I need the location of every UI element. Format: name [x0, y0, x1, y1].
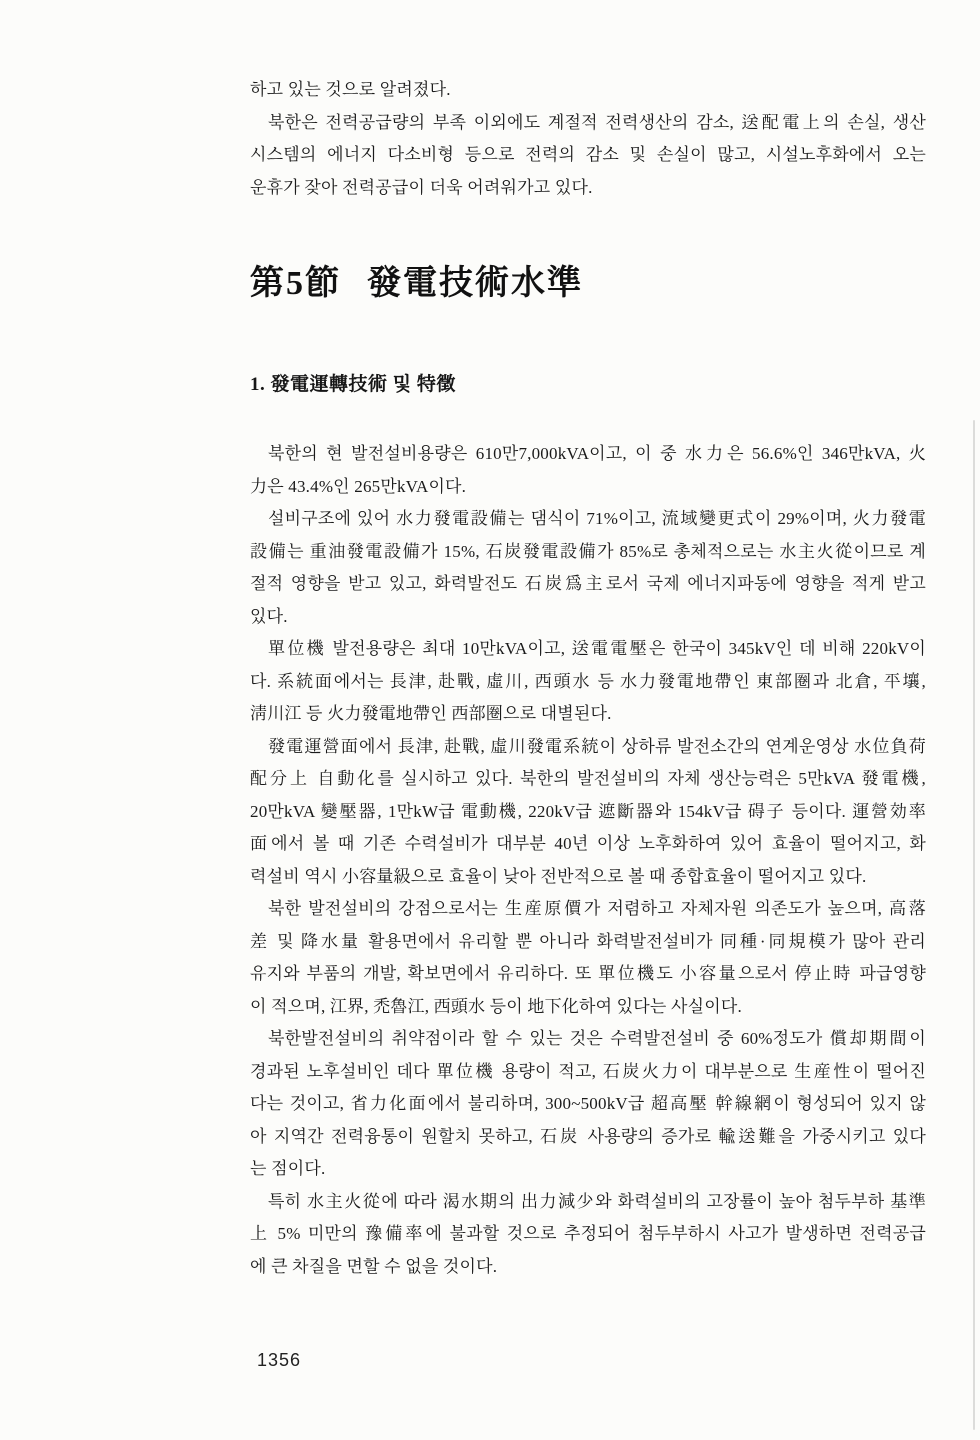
text-line: 절적 영향을 받고 있고, 화력발전도 石炭爲主로서 국제 에너지파동에 영향을 적게 받고 — [250, 574, 926, 593]
scan-edge-line — [973, 420, 975, 1430]
page-number: 1356 — [257, 1350, 302, 1370]
subsection-heading: 1. 發電運轉技術 및 特徵 — [250, 374, 456, 395]
intro-paragraphs — [250, 74, 926, 204]
section-number: 第5節 — [250, 265, 341, 302]
text-line: 上 5% 미만의 豫備率에 불과할 것으로 추정되어 첨두부하시 사고가 발생하면 전력공급 — [250, 1224, 926, 1243]
text-line: 配分上 自動化를 실시하고 있다. 북한의 발전설비의 자체 생산능력은 5만kVA 發電機, — [250, 769, 926, 788]
text-line: 다. 系統面에서는 長津, 赴戰, 虛川, 西頭水 등 水力發電地帶인 東部圈과 北倉, 平壤, — [250, 671, 926, 691]
text-line: 북한발전설비의 취약점이라 할 수 있는 것은 수력발전설비 중 60%정도가 償却期間이 — [268, 1029, 926, 1048]
text-line: 북한 발전설비의 강점으로서는 生産原價가 저렴하고 자체자원 의존도가 높으며, 高落 — [268, 899, 926, 918]
text-line: 운휴가 잦아 전력공급이 더욱 어려워가고 있다. — [250, 177, 593, 197]
section-title: 發電技術水準 — [367, 265, 583, 302]
text-line: 設備는 重油發電設備가 15%, 石炭發電設備가 85%로 총체적으로는 水主火從이므로 계 — [250, 541, 926, 561]
text-line: 아 지역간 전력융통이 원할치 못하고, 石炭 사용량의 증가로 輸送難을 가중시키고 있다 — [250, 1126, 926, 1146]
text-line: 差 및 降水量 활용면에서 유리할 뿐 아니라 화력발전설비가 同種·同規模가 많아 관리 — [250, 931, 926, 951]
text-line: 20만kVA 變壓器, 1만kW급 電動機, 220kV급 遮斷器와 154kV급 碍子 등이다. 運營効率 — [250, 801, 926, 821]
section-heading — [250, 262, 583, 306]
text-line: 하고 있는 것으로 알려졌다. — [250, 80, 451, 99]
text-line: 설비구조에 있어 水力發電設備는 댐식이 71%이고, 流域變更式이 29%이며, 火力發電 — [268, 509, 926, 528]
text-line: 다는 것이고, 省力化面에서 불리하며, 300~500kV급 超高壓 幹線網이 형성되어 있지 않 — [250, 1094, 926, 1113]
text-line: 이 적으며, 江界, 禿魯江, 西頭水 등이 地下化하여 있다는 사실이다. — [250, 996, 742, 1016]
text-line: 력설비 역시 小容量級으로 효율이 낮아 전반적으로 볼 때 종합효율이 떨어지고 있다. — [250, 866, 867, 886]
text-line: 는 점이다. — [250, 1159, 326, 1178]
text-line: 面에서 볼 때 기존 수력설비가 대부분 40년 이상 노후화하여 있어 효율이 떨어지고, 화 — [250, 834, 926, 853]
body-paragraphs — [250, 438, 926, 1283]
text-line: 북한은 전력공급량의 부족 이외에도 계절적 전력생산의 감소, 送配電上의 손실, 생산 — [268, 112, 926, 132]
text-line: 力은 43.4%인 265만kVA이다. — [250, 476, 467, 496]
text-line: 單位機 발전용량은 최대 10만kVA이고, 送電電壓은 한국이 345kV인 데 비해 220kV이 — [268, 639, 926, 658]
text-line: 淸川江 등 火力發電地帶인 西部圈으로 대별된다. — [250, 704, 612, 723]
text-line: 유지와 부품의 개발, 확보면에서 유리하다. 또 單位機도 小容量으로서 停止時 파급영향 — [250, 964, 926, 983]
text-line: 發電運營面에서 長津, 赴戰, 虛川發電系統이 상하류 발전소간의 연계운영상 水位負荷 — [268, 736, 926, 756]
text-line: 경과된 노후설비인 데다 單位機 용량이 적고, 石炭火力이 대부분으로 生産性이 떨어진 — [250, 1061, 926, 1081]
text-line: 있다. — [250, 606, 288, 626]
text-line: 특히 水主火從에 따라 渴水期의 出力減少와 화력설비의 고장률이 높아 첨두부하 基準 — [268, 1191, 926, 1211]
text-line: 북한의 현 발전설비용량은 610만7,000kVA이고, 이 중 水力은 56.6%인 346만kVA, 火 — [268, 444, 926, 463]
text-line: 시스템의 에너지 다소비형 등으로 전력의 감소 및 손실이 많고, 시설노후화에서 오는 — [250, 145, 926, 164]
text-line: 에 큰 차질을 면할 수 없을 것이다. — [250, 1256, 498, 1276]
